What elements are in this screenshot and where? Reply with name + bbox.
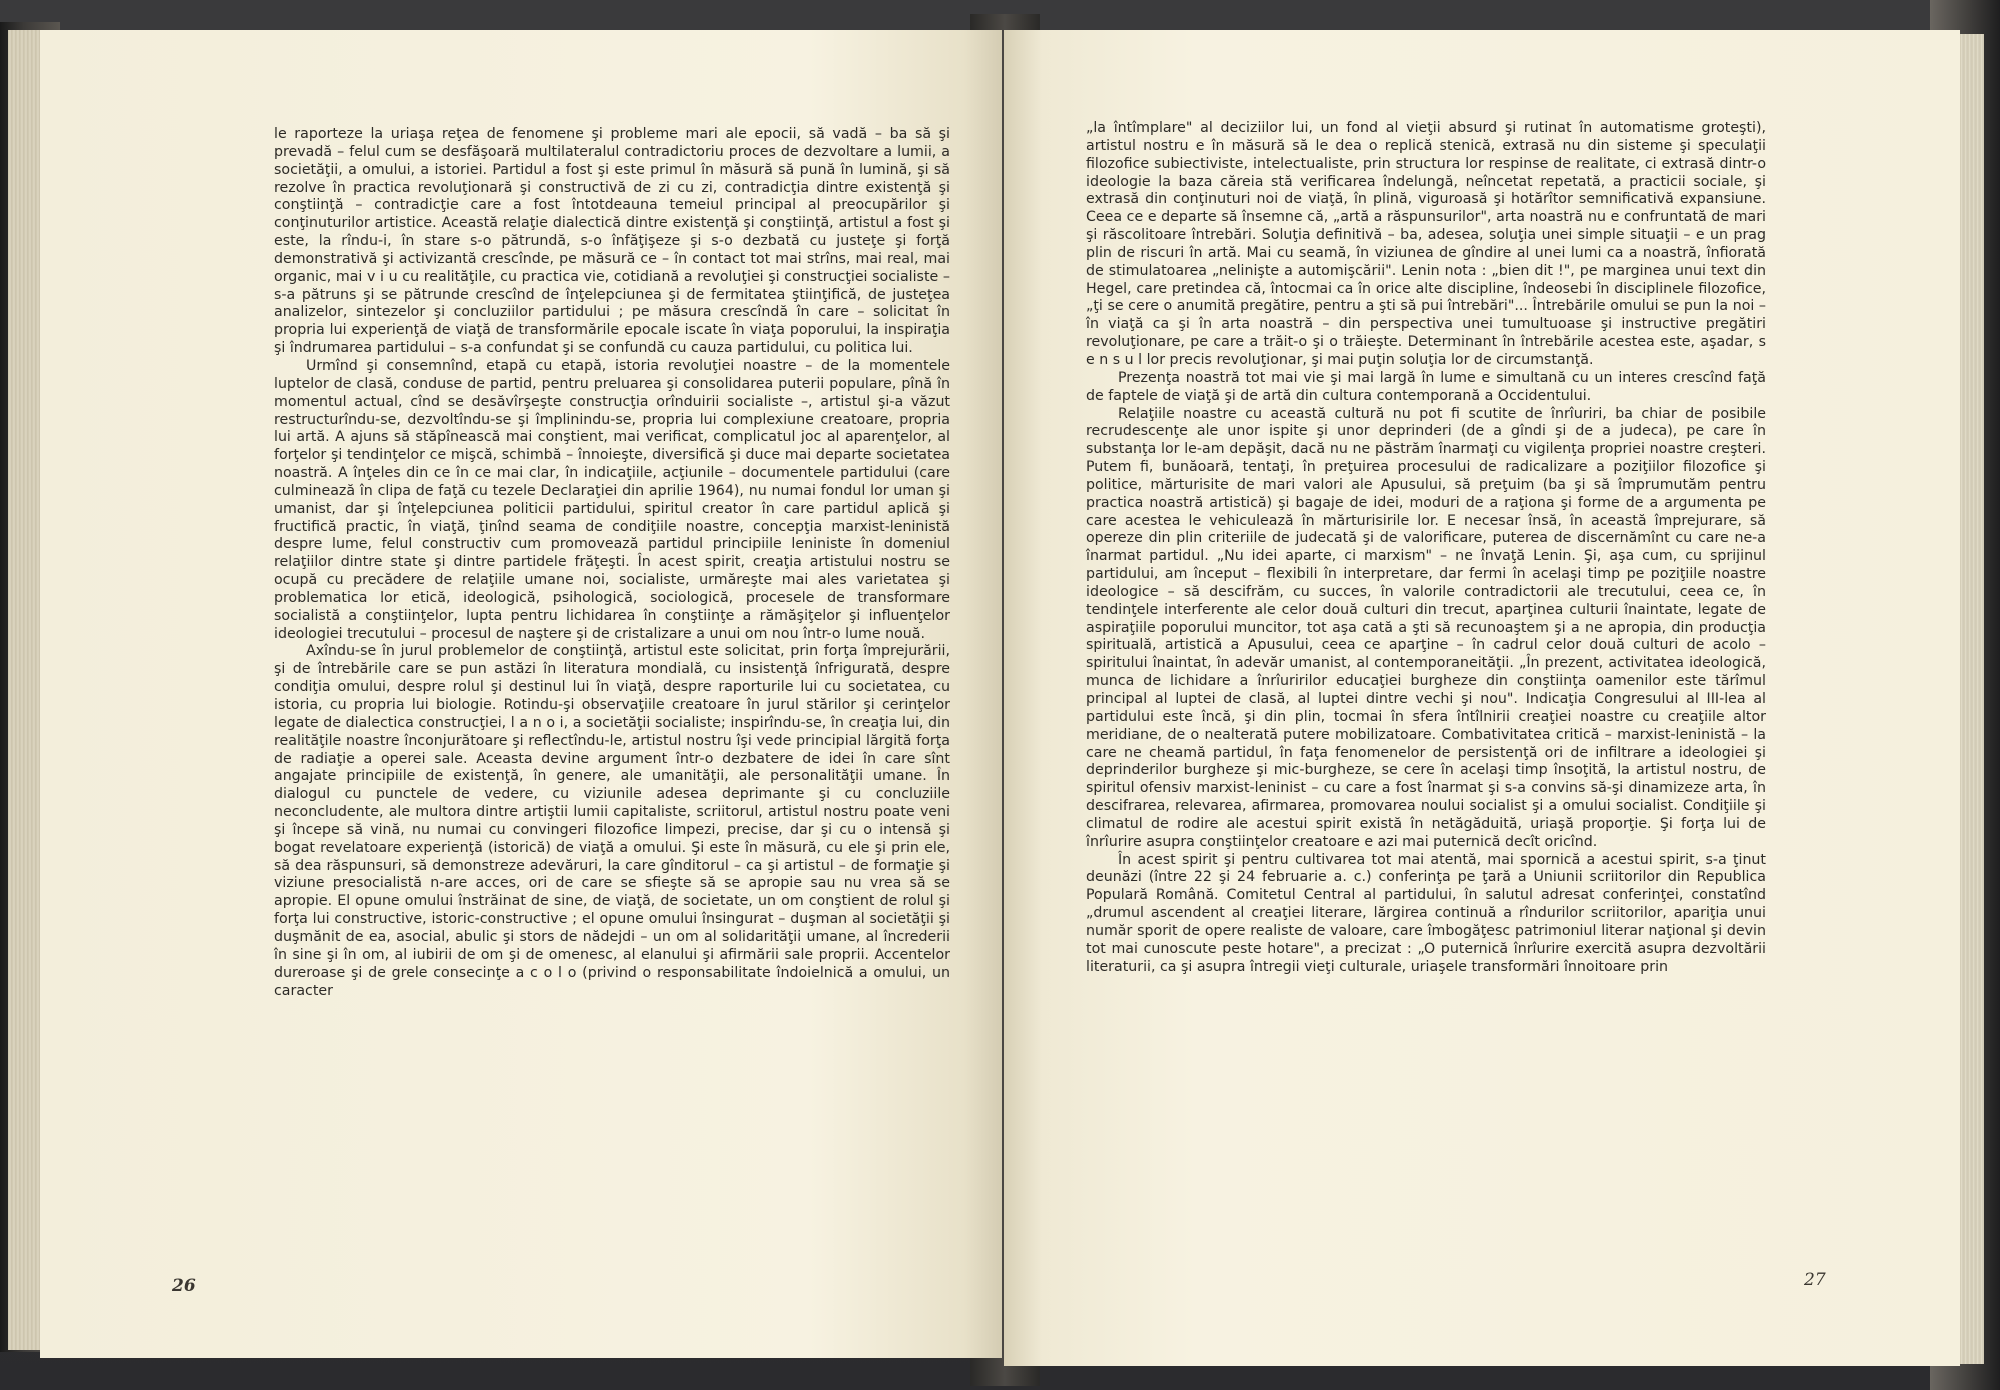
page-edges-left xyxy=(8,30,42,1350)
page-edges-right xyxy=(1958,34,1984,1364)
paragraph: Relaţiile noastre cu această cultură nu pot fi scutite de înrîuriri, ba chiar de posibile recrudescenţe ale unor ispite şi unor deprinderi (de a gîndi şi de a judeca), pe care în substanţa lor le-am depăşit, dacă nu ne păstrăm înarmaţi cu vigilenţa propriei noastre creşteri. Putem fi, bunăoară, tentaţi, în preţuirea procesului de radicalizare a poziţiilor filozofice şi politice, mărturisite de mari valori ale Apusului, să preţuim (ba şi să împrumutăm pentru practica noastră artistică) şi bagaje de idei, moduri de a raţiona şi forme de a argumenta pe care acestea le vehiculează în mărturisirile lor. E necesar însă, în această împrejurare, să opereze din plin criteriile de judecată şi de valorificare, puterea de discernămînt cu care ne-a înarmat partidul. „Nu idei aparte, ci marxism" – ne învaţă Lenin. Şi, aşa cum, cu sprijinul partidului, am început – flexibili în interpretare, dar fermi în acelaşi timp pe poziţiile noastre ideologice – să descifrăm, cu succes, în valorile contradictorii ale trecutului, ceea ce, în tendinţele interferente ale celor două culturi din trecut, aparţinea culturii înaintate, legate de aspiraţiile poporului muncitor, tot aşa cată a şti să recunoaştem şi a ne apropia, din producţia spirituală, artistică a Apusului, ceea ce aparţine – în cadrul celor două culturi de acolo – spiritului înaintat, în adevăr umanist, al contemporaneităţii. „În prezent, activitatea ideologică, munca de lichidare a înrîuririlor educaţiei burgheze din conştiinţa oamenilor este tărîmul principal al luptei de clasă, al luptei dintre vechi şi nou". Indicaţia Congresului al III-lea al partidului este încă, şi din plin, tocmai în sfera întîlnirii creaţiei noastre cu creaţiile altor meridiane, de o nealterată putere mobilizatoare. Combativitatea critică – marxist-leninistă – la care ne cheamă partidul, în faţa fenomenelor de persistenţă ori de infiltrare a ideologiei şi deprinderilor burgheze şi mic-burgheze, se cere în acelaşi timp însoţită, la artistul nostru, de spiritul ofensiv marxist-leninist – cu care a fost înarmat şi s-a convins să-şi dinamizeze arta, în descifrarea, relevarea, afirmarea, promovarea noului socialist şi a omului socialist. Condiţiile şi climatul de rodire ale acestui spirit există în netăgăduită, uriaşă proporţie. Şi forţa lui de înrîurire asupra conştiinţelor creatoare e azi mai puternică decît oricînd. xyxy=(1086,405,1766,850)
paragraph: „la întîmplare" al deciziilor lui, un fond al vieţii absurd şi rutinat în automatisme groteşti), artistul nostru e în măsură să le dea o replică stenică, extrasă nu din sisteme şi speculaţii filozofice subiectiviste, intelectualiste, prin structura lor respinse de realitate, ci extrasă dintr-o ideologie la baza căreia stă verificarea îndelungă, neîncetat repetată, a practicii sociale, şi extrasă din conţinuturi noi de viaţă, în plină, viguroasă şi hotărîtor semnificativă expansiune. Ceea ce e departe să însemne că, „artă a răspunsurilor", arta noastră nu e confruntată de mari şi răscolitoare întrebări. Soluţia definitivă – ba, adesea, soluţia unei simple situaţii – e un prag plin de riscuri în artă. Mai cu seamă, în viziunea de gîndire al unei lumi ca a noastră, înfiorată de stimulatoarea „nelinişte a automişcării". Lenin nota : „bien dit !", pe marginea unui text din Hegel, care pretindea că, întocmai ca în orice alte discipline, îndeosebi în disciplinele filozofice, „ţi se cere o anumită pregătire, pentru a şti să pui întrebări"... Întrebările omului se pun la noi – în viaţă ca şi în arta noastră – din perspectiva unei tumultuoase şi instructive pregătiri revoluţionare, pe care a trăit-o şi o trăieşte. Determinant în întrebările acestea este, aşadar, s e n s u l lor precis revoluţionar, şi mai puţin soluţia lor de circumstanţă. xyxy=(1086,120,1766,368)
paragraph: le raporteze la uriaşa reţea de fenomene şi probleme mari ale epocii, să vadă – ba să şi prevadă – felul cum se desfăşoară multilateralul contradictoriu proces de dezvoltare a lumii, a societăţii, a omului, a istoriei. Partidul a fost şi este primul în măsură să pună în lumină, şi să rezolve în practica revoluţionară şi constructivă de zi cu zi, contradicţia dintre existenţă şi conştiinţă – contradicţie care a fost întotdeauna temeiul principal al preocupărilor şi conţinuturilor artistice. Această relaţie dialectică dintre existenţă şi conştiinţă, artistul a fost şi este, la rîndu-i, în stare s-o pătrundă, s-o înfăţişeze şi s-o dezbată cu justeţe şi forţă demonstrativă şi activizantă crescînde, pe măsură ce – în contact tot mai strîns, mai real, mai organic, mai v i u cu realităţile, cu practica vie, cotidiană a revoluţiei şi construcţiei socialiste – s-a pătruns şi se pătrunde crescînd de înţelepciunea şi de fermitatea ştiinţifică, de justeţea analizelor, sintezelor şi concluziilor partidului ; pe măsura crescîndă în care – solicitat în propria lui experienţă de viaţă de transformările epocale iscate în viaţa poporului, la inspiraţia şi îndrumarea partidului – s-a confundat şi se confundă cu cauza partidului, cu politica lui. xyxy=(274,126,950,357)
paragraph: Urmînd şi consemnînd, etapă cu etapă, istoria revoluţiei noastre – de la momentele luptelor de clasă, conduse de partid, pentru preluarea şi consolidarea puterii populare, pînă în momentul actual, cînd se desăvîrşeşte construcţia orînduirii socialiste –, artistul şi-a văzut restructurîndu-se, dezvoltîndu-se şi împlinindu-se, propria lui complexiune creatoare, propria lui artă. A ajuns să stăpînească mai conştient, mai verificat, complicatul joc al aparenţelor, al forţelor şi tendinţelor ce mişcă, schimbă – înnoieşte, diversifică şi duce mai departe societatea noastră. A înţeles din ce în ce mai clar, în indicaţiile, acţiunile – documentele partidului (care culminează în clipa de faţă cu tezele Declaraţiei din aprilie 1964), nu numai fondul lor uman şi umanist, dar şi înţelepciunea politicii partidului, spiritul creator în care partidul aplică şi fructifică practic, în viaţă, ţinînd seama de condiţiile noastre, concepţia marxist-leninistă despre lume, felul constructiv cum promovează partidul principiile leniniste în domeniul relaţiilor dintre state şi dintre partidele frăţeşti. În acest spirit, creaţia artistului nostru se ocupă cu precădere de relaţiile umane noi, socialiste, urmăreşte mai ales varietatea şi problematica lor etică, ideologică, psihologică, sociologică, procesele de transformare socialistă a conştiinţelor, lupta pentru lichidarea în conştiinţe a rămăşiţelor şi influenţelor ideologiei trecutului – procesul de naştere şi de cristalizare a unui om nou într-o lume nouă. xyxy=(274,357,950,642)
left-page-text xyxy=(274,126,950,1000)
paragraph: Prezenţa noastră tot mai vie şi mai largă în lume e simultană cu un interes crescînd faţă de faptele de viaţă şi de artă din cultura contemporană a Occidentului. xyxy=(1086,369,1766,404)
right-page-text xyxy=(1086,120,1766,977)
paragraph: În acest spirit şi pentru cultivarea tot mai atentă, mai spornică a acestui spirit, s-a ţinut deunăzi (între 22 şi 24 februarie a. c.) conferinţa pe ţară a Uniunii scriitorilor din Republica Populară Română. Comitetul Central al partidului, în salutul adresat conferinţei, constatînd „drumul ascendent al creaţiei literare, lărgirea continuă a rîndurilor scriitorilor, apariţia unui număr sporit de opere realiste de valoare, care îmbogăţesc patrimoniul literar naţional şi devin tot mai cunoscute peste hotare", a precizat : „O puternică înrîurire exercită asupra dezvoltării literaturii, ca şi asupra întregii vieţi culturale, uriaşele transformări înnoitoare prin xyxy=(1086,851,1766,975)
right-page xyxy=(1004,30,1960,1366)
page-number: 27 xyxy=(1804,1270,1826,1290)
paragraph: Axîndu-se în jurul problemelor de conştiinţă, artistul este solicitat, prin forţa împrejurării, şi de întrebările care se pun astăzi în literatura mondială, cu insistenţă înfrigurată, despre condiţia omului, despre rolul şi destinul lui în viaţă, despre raporturile lui cu societatea, cu istoria, cu propria lui biologie. Rotindu-şi observaţiile creatoare în jurul stărilor şi cerinţelor legate de dialectica construcţiei, l a n o i, a societăţii socialiste; inspirîndu-se, în creaţia lui, din realităţile noastre înconjurătoare şi reflectîndu-le, artistul nostru îşi vede principial lărgită forţa de radiaţie a operei sale. Aceasta devine argument într-o dezbatere de idei în care sînt angajate principiile de existenţă, în genere, ale umanităţii, ale personalităţii umane. În dialogul cu punctele de vedere, cu viziunile adesea deprimante şi cu concluziile neconcludente, ale multora dintre artiştii lumii capitaliste, scriitorul, artistul nostru poate veni şi începe să vină, nu numai cu convingeri filozofice limpezi, precise, dar şi cu o intensă şi bogat revelatoare experienţă (istorică) de viaţă a omului. Şi este în măsură, cu ele şi prin ele, să dea răspunsuri, să demonstreze adevăruri, la care gînditorul – ca şi artistul – de formaţie şi viziune presocialistă n-are acces, ori de care se sfieşte să se apropie sau nu vrea să se apropie. El opune omului înstrăinat de sine, de viaţă, de societate, un om conştient de rolul şi forţa lui constructive, istoric-constructive ; el opune omului însingurat – duşman al societăţii şi duşmănit de ea, asocial, abulic şi stors de nădejdi – un om al solidarităţii umane, al încrederii în sine şi în om, al iubirii de om şi de omenesc, al elanului şi afirmării sale proprii. Accentelor dureroase şi de grele consecinţe a c o l o (privind o responsabilitate îndoielnică a omului, un caracter xyxy=(274,643,950,999)
page-number: 26 xyxy=(172,1276,196,1296)
left-page xyxy=(40,30,1002,1358)
